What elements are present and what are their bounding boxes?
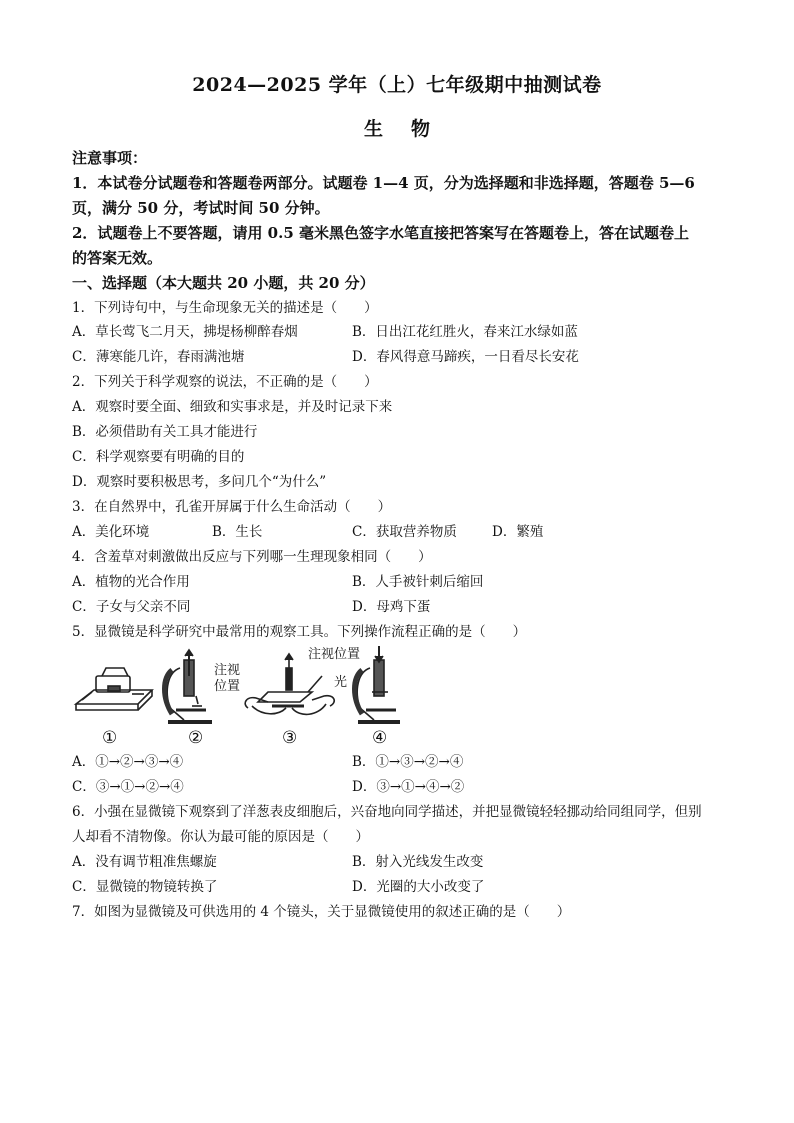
watch-label-line-2: 位置 [214, 679, 241, 694]
watch-label-line-1: 注视 [214, 663, 241, 678]
question-1-option-b: B．日出江花红胜火，春来江水绿如蓝 [352, 324, 578, 340]
note-2-line-1: 2．试题卷上不要答题，请用 0.5 毫米黑色签字水笔直接把答案写在答题卷上，答在试题卷上 [72, 224, 689, 242]
question-3-stem: 3．在自然界中，孔雀开屏属于什么生命活动（ ） [72, 499, 392, 515]
exam-title: 2024—2025 学年（上）七年级期中抽测试卷 [192, 74, 602, 96]
question-2-option-c: C．科学观察要有明确的目的 [72, 449, 245, 465]
question-3-option-c: C．获取营养物质 [352, 524, 457, 540]
step-4-observing [355, 646, 401, 722]
step-2-lowering-tube [165, 650, 213, 722]
question-3-option-a: A．美化环境 [72, 524, 150, 540]
question-2-stem: 2．下列关于科学观察的说法，不正确的是（ ） [72, 374, 378, 390]
question-6-option-a: A．没有调节粗准焦螺旋 [72, 854, 217, 870]
question-4-option-c: C．子女与父亲不同 [72, 599, 191, 615]
microscope-procedure-figure [72, 646, 402, 750]
question-1-option-d: D．春风得意马蹄疾，一日看尽长安花 [352, 349, 579, 365]
question-6-option-c: C．显微镜的物镜转换了 [72, 879, 218, 895]
step-number-2: ② [188, 728, 204, 748]
question-1-option-c: C．薄寒能几许，春雨满池塘 [72, 349, 245, 365]
question-5-option-d: D．③→①→④→② [352, 779, 465, 795]
question-4-option-d: D．母鸡下蛋 [352, 599, 431, 615]
question-6-stem-line-2: 人却看不清物像。你认为最可能的原因是（ ） [72, 829, 369, 845]
question-4-stem: 4．含羞草对刺激做出反应与下列哪一生理现象相同（ ） [72, 549, 432, 565]
question-5-option-b: B．①→③→②→④ [352, 754, 464, 770]
step-number-4: ④ [372, 728, 388, 748]
step-1-placing-microscope [76, 668, 152, 710]
question-6-stem-line-1: 6．小强在显微镜下观察到了洋葱表皮细胞后，兴奋地向同学描述，并把显微镜轻轻挪动给同组同学，但别 [72, 804, 702, 820]
note-2-line-2: 的答案无效。 [72, 249, 163, 267]
step-number-1: ① [102, 728, 118, 748]
question-5-option-a: A．①→②→③→④ [72, 754, 184, 770]
subject-title: 生物 [363, 118, 458, 140]
notes-heading: 注意事项： [72, 149, 148, 167]
question-5-stem: 5．显微镜是科学研究中最常用的观察工具。下列操作流程正确的是（ ） [72, 624, 527, 640]
step-3-focusing-light [245, 654, 334, 714]
note-1-line-1: 1．本试卷分试题卷和答题卷两部分。试题卷 1—4 页，分为选择题和非选择题，答题卷 5—6 [72, 174, 695, 192]
question-2-option-b: B．必须借助有关工具才能进行 [72, 424, 258, 440]
note-1-line-2: 页，满分 50 分，考试时间 50 分钟。 [72, 199, 330, 217]
question-4-option-b: B．人手被针刺后缩回 [352, 574, 484, 590]
question-4-option-a: A．植物的光合作用 [72, 574, 190, 590]
light-label: 光 [334, 675, 348, 690]
question-1-stem: 1．下列诗句中，与生命现象无关的描述是（ ） [72, 300, 378, 316]
watch-position-label: 注视位置 [308, 647, 361, 662]
question-2-option-d: D．观察时要积极思考，多问几个“为什么” [72, 474, 327, 490]
step-number-3: ③ [282, 728, 298, 748]
section-heading: 一、选择题（本大题共 20 小题，共 20 分） [72, 274, 375, 292]
question-6-option-d: D．光圈的大小改变了 [352, 879, 485, 895]
question-1-option-a: A．草长莺飞二月天，拂堤杨柳醉春烟 [72, 324, 298, 340]
question-3-option-d: D．繁殖 [492, 524, 544, 540]
question-5-option-c: C．③→①→②→④ [72, 779, 184, 795]
question-3-option-b: B．生长 [212, 524, 263, 540]
question-2-option-a: A．观察时要全面、细致和实事求是，并及时记录下来 [72, 399, 393, 415]
question-6-option-b: B．射入光线发生改变 [352, 854, 484, 870]
question-7-stem: 7．如图为显微镜及可供选用的 4 个镜头，关于显微镜使用的叙述正确的是（ ） [72, 904, 571, 920]
